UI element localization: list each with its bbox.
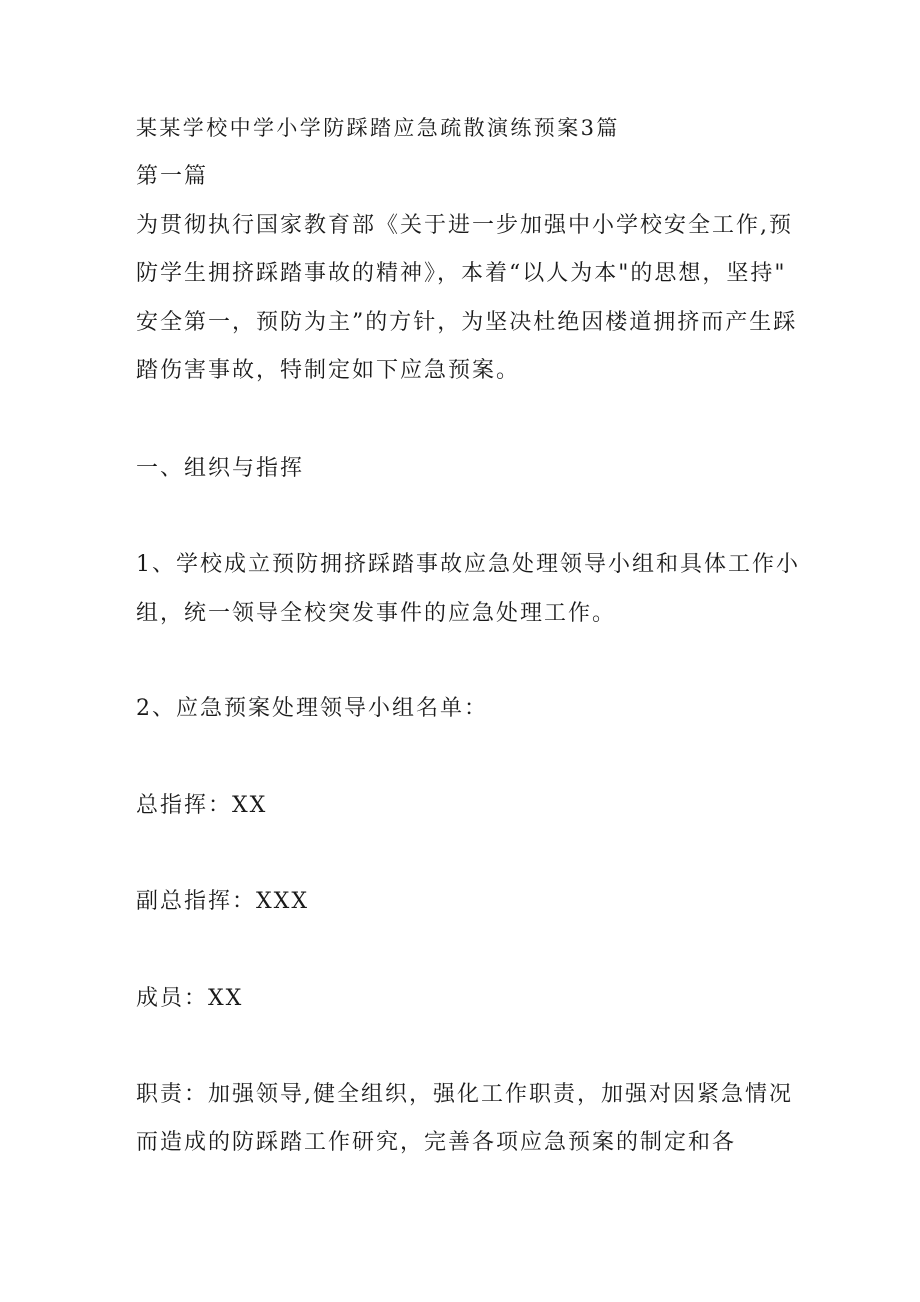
intro-line-2: 防学生拥挤踩踏事故的精神》，本着“以人为本"的思想，坚持" (136, 261, 787, 286)
duty-line-2: 而造成的防踩踏工作研究，完善各项应急预案的制定和各 (136, 1130, 737, 1155)
intro-line-4: 踏伤害事故，特制定如下应急预案。 (136, 358, 521, 383)
part-heading: 第一篇 (136, 164, 209, 189)
members-text: 成员：XX (136, 986, 244, 1011)
intro-line-3: 安全第一，预防为主”的方针，为坚决杜绝因楼道拥挤而产生踩 (136, 310, 798, 335)
commander-text: 总指挥：XX (136, 793, 268, 818)
item2-text: 2、应急预案处理领导小组名单： (136, 696, 488, 721)
duty-line-1: 职责：加强领导,健全组织，强化工作职责，加强对因紧急情况 (136, 1082, 793, 1107)
section-heading: 一、组织与指挥 (136, 456, 305, 481)
document-title: 某某学校中学小学防踩踏应急疏散演练预案3篇 (136, 116, 620, 140)
item1-line-2: 组，统一领导全校突发事件的应急处理工作。 (136, 601, 617, 626)
intro-line-1: 为贯彻执行国家教育部《关于进一步加强中小学校安全工作,预 (136, 213, 793, 238)
item1-line-1: 1、学校成立预防拥挤踩踏事故应急处理领导小组和具体工作小 (136, 552, 800, 577)
deputy-commander-text: 副总指挥：XXX (136, 889, 309, 914)
